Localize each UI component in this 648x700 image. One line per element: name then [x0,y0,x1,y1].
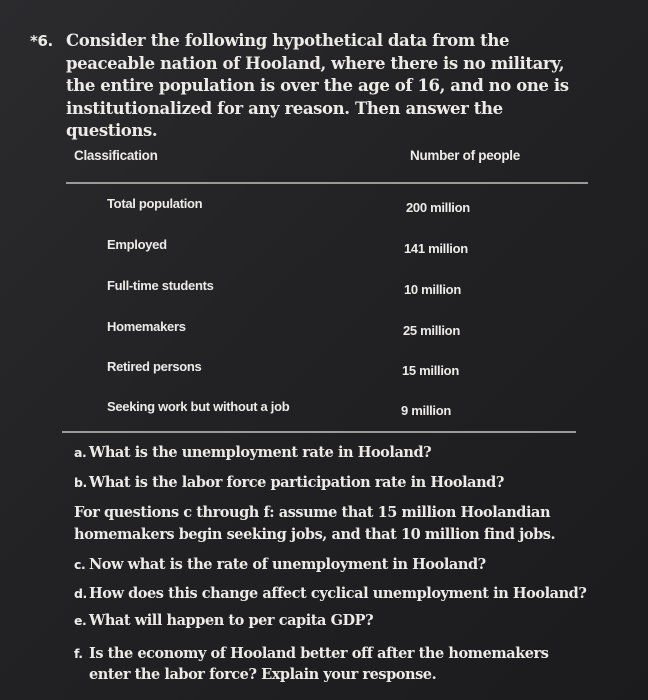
question-b-label: b. [74,475,87,490]
problem-text: Consider the following hypothetical data from the peaceable nation of Hooland, where there is no military, the entire population is over the age of 16, and no one is institutionalized for any reason. Then answer the questions. [66,31,569,140]
row-value-retired-persons: 15 million [402,363,459,378]
question-f-text: Is the economy of Hooland better off after the homemakers enter the labor force? Explain your response. [89,645,549,683]
column-header-classification: Classification [74,148,158,163]
row-label-retired-persons: Retired persons [107,359,202,374]
question-c-text: Now what is the rate of unemployment in Hooland? [89,556,486,573]
question-e-label: e. [74,613,87,628]
question-f [74,643,594,685]
row-label-total-population: Total population [107,196,203,211]
column-header-number-of-people: Number of people [410,148,520,163]
question-c-label: c. [74,557,86,572]
row-label-employed: Employed [107,237,167,252]
row-value-employed: 141 million [404,241,468,256]
row-value-full-time-students: 10 million [404,282,461,297]
row-label-homemakers: Homemakers [107,319,186,334]
row-value-total-population: 200 million [406,200,470,215]
row-label-seeking-work: Seeking work but without a job [107,399,290,414]
table-top-rule [66,182,588,184]
problem-number: *6. [30,32,53,50]
row-value-homemakers: 25 million [403,323,460,338]
question-b [74,474,504,491]
row-value-seeking-work: 9 million [401,403,452,418]
question-e [74,612,373,629]
question-d-text: How does this change affect cyclical unemployment in Hooland? [89,585,587,602]
assumption-note: For questions c through f: assume that 15 million Hoolandian homemakers begin seeking jobs, and that 10 million find jobs. [74,504,556,543]
question-d-label: d. [74,586,87,601]
question-a-label: a. [74,445,87,460]
table-bottom-rule [62,431,576,433]
question-a [74,444,431,461]
question-a-text: What is the unemployment rate in Hooland? [89,444,432,461]
question-b-text: What is the labor force participation rate in Hooland? [89,474,504,491]
question-d [74,585,586,602]
question-f-label: f. [74,646,83,661]
question-c [74,556,486,573]
row-label-full-time-students: Full-time students [107,278,214,293]
problem-statement [30,30,590,143]
question-e-text: What will happen to per capita GDP? [89,612,374,629]
